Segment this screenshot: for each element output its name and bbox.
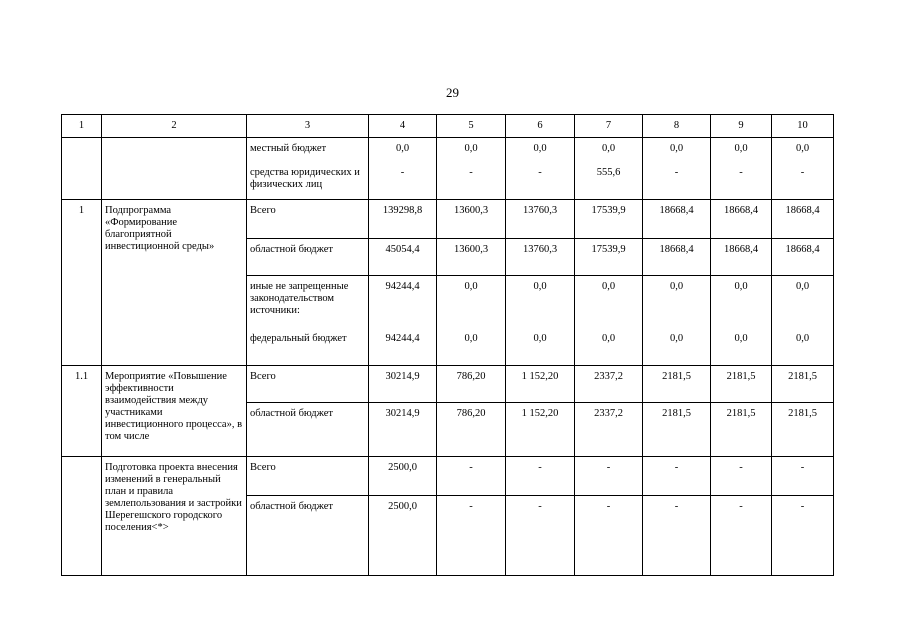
value-cell: 786,20 (437, 403, 506, 457)
name-cell: Мероприятие «Повышение эффективности взаимодействия между участниками инвестиционного процесса», в том числе (102, 366, 247, 457)
value-cell: 17539,9 (575, 200, 643, 239)
value: 0,0 (601, 333, 616, 344)
value-cell (506, 276, 575, 366)
number-cell: 1.1 (62, 366, 102, 457)
header-cell: 5 (437, 115, 506, 138)
value-cell: - (575, 457, 643, 496)
source-cell: областной бюджет (247, 403, 369, 457)
source-label: иные не запрещенные законодательством источники: (250, 281, 349, 316)
value: 0,0 (795, 143, 810, 154)
value: 0,0 (734, 281, 748, 292)
value-cell: 18668,4 (772, 239, 834, 276)
table-row (62, 366, 834, 403)
value: 0,0 (533, 333, 547, 344)
value: 94244,4 (385, 281, 420, 292)
value-cell: 18668,4 (711, 200, 772, 239)
value: - (469, 167, 473, 178)
value: 0,0 (795, 333, 810, 344)
value-cell: - (772, 496, 834, 576)
page-number: 29 (446, 85, 459, 100)
value-cell: 13760,3 (506, 239, 575, 276)
value-cell: 2181,5 (643, 366, 711, 403)
source-cell: Всего (247, 200, 369, 239)
value-cell: 18668,4 (643, 200, 711, 239)
value-cell: - (772, 457, 834, 496)
value: - (739, 167, 743, 178)
value-cell: 2337,2 (575, 403, 643, 457)
value-cell: - (643, 496, 711, 576)
value-cell: - (437, 496, 506, 576)
value: 0,0 (464, 143, 478, 154)
value: 0,0 (601, 143, 616, 154)
number-cell (62, 457, 102, 576)
value: 0,0 (669, 143, 684, 154)
value: - (674, 167, 679, 178)
header-row (62, 115, 834, 138)
value-cell: 17539,9 (575, 239, 643, 276)
value-cell: - (437, 457, 506, 496)
value-cell (643, 276, 711, 366)
number-cell (62, 138, 102, 200)
value-cell: 13600,3 (437, 239, 506, 276)
table-row (62, 138, 834, 200)
value: 0,0 (795, 281, 810, 292)
value: 0,0 (533, 143, 547, 154)
table-row (62, 200, 834, 239)
value-cell (575, 138, 643, 200)
value-cell: 1 152,20 (506, 403, 575, 457)
value: 555,6 (596, 167, 621, 178)
name-cell: Подготовка проекта внесения изменений в генеральный план и правила землепользования и застройки Шерегешского городского поселения<*> (102, 457, 247, 576)
header-cell: 6 (506, 115, 575, 138)
value: 0,0 (395, 143, 410, 154)
value: 0,0 (533, 281, 547, 292)
header-cell: 1 (62, 115, 102, 138)
header-cell: 7 (575, 115, 643, 138)
value-cell (437, 276, 506, 366)
value-cell: - (575, 496, 643, 576)
value-cell (711, 276, 772, 366)
value: 0,0 (669, 333, 684, 344)
value-cell (772, 276, 834, 366)
value: - (800, 167, 805, 178)
source-cell: Всего (247, 457, 369, 496)
header-cell: 8 (643, 115, 711, 138)
value-cell: 18668,4 (711, 239, 772, 276)
value-cell (711, 138, 772, 200)
value-cell: 786,20 (437, 366, 506, 403)
name-cell (102, 138, 247, 200)
value-cell (369, 138, 437, 200)
budget-table (61, 114, 834, 576)
value-cell: 2181,5 (711, 403, 772, 457)
value-cell: 139298,8 (369, 200, 437, 239)
value: 0,0 (601, 281, 616, 292)
value-cell: 1 152,20 (506, 366, 575, 403)
value-cell: 13600,3 (437, 200, 506, 239)
value-cell: - (643, 457, 711, 496)
source-cell: Всего (247, 366, 369, 403)
value-cell (437, 138, 506, 200)
value-cell: 30214,9 (369, 403, 437, 457)
header-cell: 4 (369, 115, 437, 138)
value-cell (643, 138, 711, 200)
value-cell: 45054,4 (369, 239, 437, 276)
header-cell: 9 (711, 115, 772, 138)
source-label: средства юридических и физических лиц (250, 167, 360, 190)
value-cell: 2181,5 (772, 403, 834, 457)
value: 0,0 (669, 281, 684, 292)
value-cell: - (711, 496, 772, 576)
value: 0,0 (464, 333, 478, 344)
value-cell: - (506, 457, 575, 496)
value-cell (506, 138, 575, 200)
value: - (538, 167, 542, 178)
value: 94244,4 (385, 333, 420, 344)
value-cell: 18668,4 (772, 200, 834, 239)
value-cell: 2500,0 (369, 457, 437, 496)
value-cell: - (711, 457, 772, 496)
source-cell: областной бюджет (247, 496, 369, 576)
header-cell: 10 (772, 115, 834, 138)
value-cell (772, 138, 834, 200)
header-cell: 2 (102, 115, 247, 138)
number-cell: 1 (62, 200, 102, 366)
value-cell: 2181,5 (772, 366, 834, 403)
value-cell: - (506, 496, 575, 576)
value-cell: 2337,2 (575, 366, 643, 403)
value-cell: 13760,3 (506, 200, 575, 239)
source-cell (247, 276, 369, 366)
value: - (400, 167, 405, 178)
name-cell: Подпрограмма «Формирование благоприятной инвестиционной среды» (102, 200, 247, 366)
header-cell: 3 (247, 115, 369, 138)
source-label: местный бюджет (250, 143, 327, 154)
source-cell (247, 138, 369, 200)
value-cell (575, 276, 643, 366)
source-label: федеральный бюджет (250, 333, 347, 344)
value-cell: 18668,4 (643, 239, 711, 276)
table-row (62, 457, 834, 496)
value-cell: 2500,0 (369, 496, 437, 576)
value-cell (369, 276, 437, 366)
value: 0,0 (464, 281, 478, 292)
source-cell: областной бюджет (247, 239, 369, 276)
value: 0,0 (734, 143, 748, 154)
value-cell: 2181,5 (711, 366, 772, 403)
value: 0,0 (734, 333, 748, 344)
value-cell: 2181,5 (643, 403, 711, 457)
value-cell: 30214,9 (369, 366, 437, 403)
